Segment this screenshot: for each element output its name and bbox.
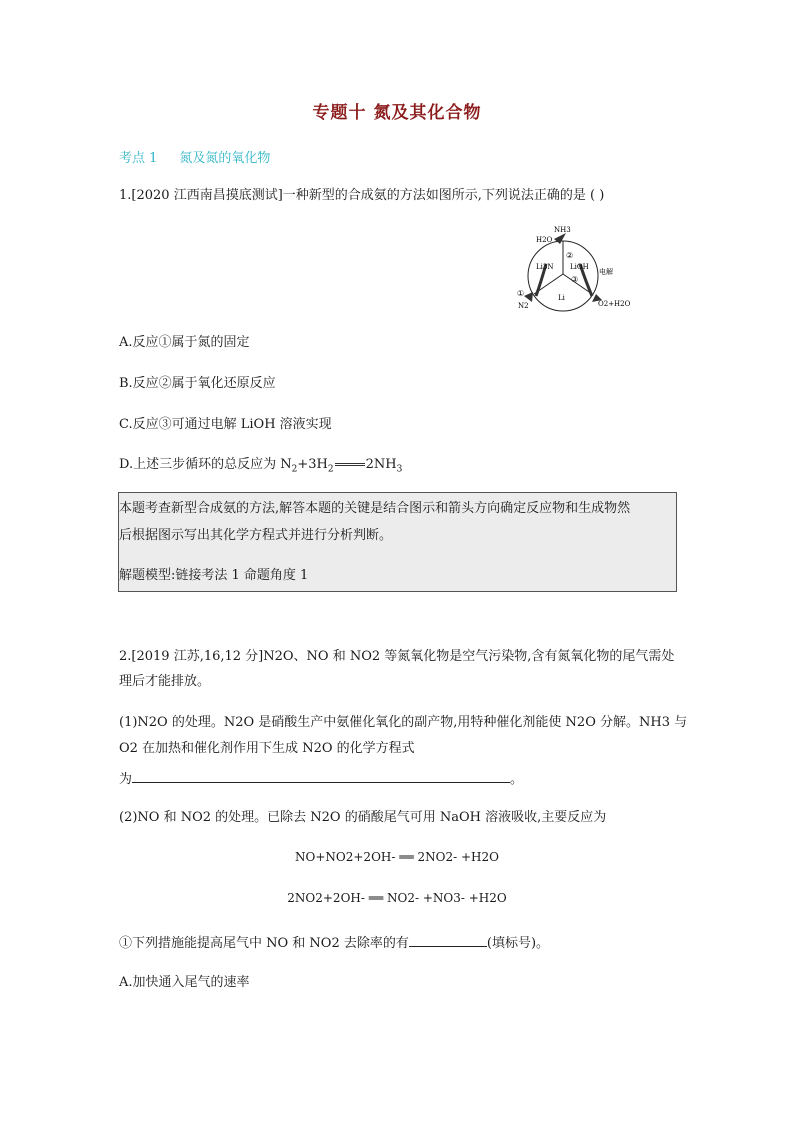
option-d-part3: 2NH (365, 457, 397, 472)
q1-stem: 1.[2020 江西南昌摸底测试]一种新型的合成氨的方法如图所示,下列说法正确的是 ( ) (119, 188, 605, 203)
equals-arrow-icon (335, 463, 365, 466)
label-o2-h2o: O2+H2O (598, 300, 631, 308)
q2-subquestion-1 (119, 932, 549, 953)
tip-line: 本题考查新型合成氨的方法,解答本题的关键是结合图示和箭头方向确定反应物和生成物然 (119, 501, 631, 516)
page-title: 专题十 氮及其化合物 (312, 103, 482, 123)
tip-model: 解题模型:链接考法 1 命题角度 1 (119, 568, 309, 583)
answer-blank[interactable] (132, 768, 510, 783)
option-d: D.上述三步循环的总反应为 $N_2+3H_2$ $2NH_3$ (119, 457, 403, 475)
label-lioh: LiOH (570, 263, 589, 271)
label-reaction-3: ③ (571, 275, 579, 284)
equation-1: NO+NO2+2OH- ══ 2NO2- +H2O (295, 850, 499, 864)
option-b: B.反应②属于氧化还原反应 (119, 376, 276, 391)
label-li3n: Li3N (536, 263, 554, 271)
label-li: Li (558, 294, 565, 302)
section-number: 考点 1 (119, 151, 158, 166)
answer-suffix: 。 (510, 772, 524, 787)
label-n2: N2 (518, 302, 529, 310)
equation-2: 2NO2+2OH- ══ NO2- +NO3- +H2O (287, 891, 507, 905)
label-nh3: NH3 (554, 226, 571, 234)
q2-part1-cont: O2 在加热和催化剂作用下生成 N2O 的化学方程式 (119, 741, 415, 756)
label-reaction-1: ① (517, 289, 525, 298)
answer-blank[interactable] (409, 932, 487, 947)
arrow-head-icon (524, 292, 533, 302)
subquestion-suffix: (填标号)。 (486, 936, 550, 951)
option-c: C.反应③可通过电解 LiOH 溶液实现 (119, 417, 332, 432)
q2-part1: (1)N2O 的处理。N2O 是硝酸生产中氨催化氧化的副产物,用特种催化剂能使 N2O 分解。NH3 与 (119, 715, 688, 730)
q2-part1-answer (119, 768, 523, 789)
section-heading (119, 147, 270, 166)
option-d-part2: +3H (297, 457, 328, 472)
answer-prefix: 为 (119, 772, 133, 787)
tip-line: 后根据图示写出其化学方程式并进行分析判断。 (119, 528, 393, 543)
q2-part2: (2)NO 和 NO2 的处理。已除去 N2O 的硝酸尾气可用 NaOH 溶液吸收,主要反应为 (119, 810, 607, 825)
synthesis-cycle-diagram (508, 222, 633, 317)
option-a: A.反应①属于氮的固定 (119, 335, 250, 350)
q2-stem: 2.[2019 江苏,16,12 分]N2O、NO 和 NO2 等氮氧化物是空气污染物,含有氮氧化物的尾气需处 (119, 649, 675, 664)
label-h2o: H2O (536, 236, 553, 244)
q2-stem-cont: 理后才能排放。 (119, 674, 211, 689)
option-d-part1: D.上述三步循环的总反应为 N (119, 457, 292, 472)
arrow-head-icon (554, 233, 566, 244)
label-reaction-2: ② (566, 251, 574, 260)
q2-option-a: A.加快通入尾气的速率 (119, 975, 250, 990)
label-electrolysis: 电解 (599, 268, 613, 276)
section-name: 氮及氮的氧化物 (179, 151, 271, 166)
subquestion-text: ①下列措施能提高尾气中 NO 和 NO2 去除率的有 (119, 936, 409, 951)
tip-box (118, 492, 677, 592)
